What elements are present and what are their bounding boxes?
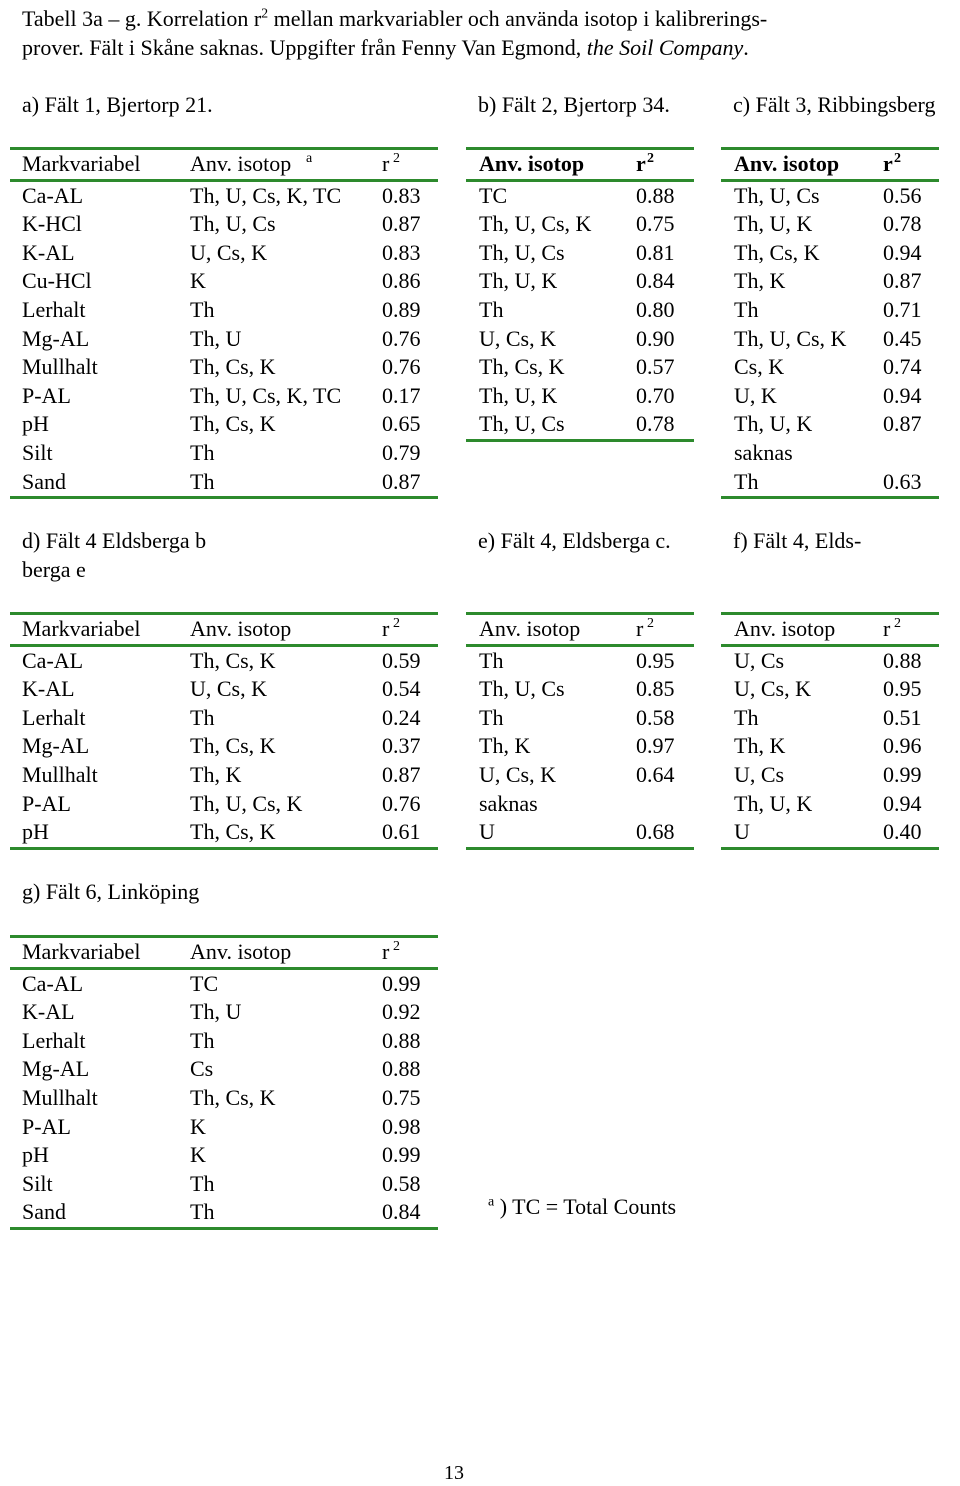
table-cell: P-AL (22, 382, 71, 408)
table-row (10, 468, 438, 497)
header-sup-r: 2 (647, 151, 654, 166)
table-cell: Cs (190, 1056, 214, 1082)
table-cell: 0.98 (382, 1113, 421, 1139)
table-cell: Mg-AL (22, 1056, 90, 1082)
table-row (721, 267, 939, 296)
table-cell: Ca-AL (22, 647, 84, 673)
table-row (10, 1113, 438, 1142)
table-cell: Th (190, 468, 215, 494)
header-cell: Anv. isotop (190, 939, 292, 964)
table-cell: 0.87 (382, 211, 421, 237)
table-cell: 0.68 (636, 819, 675, 845)
footnote (488, 1194, 676, 1220)
caption-line2-end: . (743, 35, 749, 60)
header-cell: r (382, 616, 390, 641)
table-cell: 0.76 (382, 354, 421, 380)
table-row (466, 382, 694, 411)
table-row (721, 382, 939, 411)
table-row (721, 675, 939, 704)
table-cell: TC (479, 182, 508, 208)
table-b-title: b) Fält 2, Bjertorp 34. (478, 92, 670, 117)
header-sup-isotop: a (306, 151, 313, 166)
table-cell: 0.99 (382, 970, 421, 996)
header-cell: Anv. isotop (190, 616, 292, 641)
table-row (10, 353, 438, 382)
table-cell: K (190, 1142, 206, 1168)
header-sup-r: 2 (894, 616, 901, 631)
header-sup-r: 2 (393, 151, 400, 166)
table-cell: Th (190, 296, 215, 322)
table-cell: Th, Cs, K (190, 647, 276, 673)
table-cell: Lerhalt (22, 296, 86, 322)
table-row (721, 704, 939, 733)
table-row (10, 647, 438, 676)
table-row (466, 182, 694, 211)
header-cell: Anv. isotop (734, 616, 836, 641)
table-cell: U (734, 819, 750, 845)
table-bottom-rule (10, 847, 438, 850)
table-cell: 0.94 (883, 382, 922, 408)
table-cell: 0.87 (382, 468, 421, 494)
table-row (721, 239, 939, 268)
table-row (466, 296, 694, 325)
table-cell: 0.95 (883, 676, 922, 702)
table-row (10, 1027, 438, 1056)
table-cell: saknas (479, 790, 538, 816)
table-cell: Th, U, K (479, 268, 558, 294)
table-cell: Th, U, K (734, 790, 813, 816)
table-cell: 0.79 (382, 439, 421, 465)
caption-italic: the Soil Company (586, 35, 744, 60)
table-cell: Th (479, 296, 504, 322)
table-row (10, 970, 438, 999)
table-cell: 0.88 (636, 182, 675, 208)
table-row (10, 325, 438, 354)
table-row (10, 1055, 438, 1084)
table-cell: Th (190, 1027, 215, 1053)
table-cell: Mullhalt (22, 761, 98, 787)
table-g (10, 935, 438, 1230)
table-d-title-2: berga e (22, 557, 86, 582)
table-row (466, 325, 694, 354)
table-row (466, 239, 694, 268)
header-cell: r (382, 939, 390, 964)
table-row (10, 1170, 438, 1199)
table-row (466, 732, 694, 761)
table-cell: 0.84 (636, 268, 675, 294)
table-cell: Th (734, 704, 759, 730)
table-cell: pH (22, 819, 49, 845)
table-cell: 0.57 (636, 354, 675, 380)
table-cell: Ca-AL (22, 970, 84, 996)
table-cell: Th, U, Cs, K (190, 790, 303, 816)
table-cell: Silt (22, 439, 53, 465)
header-cell: r (382, 151, 390, 176)
table-cell: 0.90 (636, 325, 675, 351)
table-cell: 0.83 (382, 182, 421, 208)
header-cell: r (883, 151, 893, 176)
page-number: 13 (444, 1462, 464, 1484)
table-cell: 0.89 (382, 296, 421, 322)
table-cell: 0.70 (636, 382, 675, 408)
table-cell: Mg-AL (22, 733, 90, 759)
table-cell: Th, U, K (479, 382, 558, 408)
table-d (10, 612, 438, 850)
table-cell: 0.64 (636, 761, 675, 787)
table-f-title: f) Fält 4, Elds- (733, 528, 862, 553)
table-cell: 0.58 (382, 1170, 421, 1196)
table-cell: 0.94 (883, 790, 922, 816)
table-cell: Th (190, 1170, 215, 1196)
table-cell: U (479, 819, 495, 845)
table-header-row (466, 615, 694, 644)
table-cell: 0.17 (382, 382, 421, 408)
table-cell: 0.95 (636, 647, 675, 673)
table-cell: pH (22, 1142, 49, 1168)
table-c (721, 147, 939, 499)
table-cell: Th, U, K (734, 211, 813, 237)
table-cell: Th, U, Cs (190, 211, 276, 237)
table-cell: Th, Cs, K (190, 411, 276, 437)
table-cell: 0.81 (636, 239, 675, 265)
table-cell: 0.24 (382, 704, 421, 730)
table-cell: 0.61 (382, 819, 421, 845)
caption-line1: Tabell 3a – g. Korrelation r (22, 6, 262, 31)
table-bottom-rule (721, 847, 939, 850)
table-row (721, 410, 939, 439)
header-sup-r: 2 (393, 616, 400, 631)
header-cell: Anv. isotop (479, 151, 585, 176)
table-row (10, 732, 438, 761)
table-row (721, 439, 939, 468)
table-e (466, 612, 694, 850)
caption-sup: 2 (261, 6, 269, 22)
table-header-row (10, 938, 438, 967)
table-cell: Th (734, 468, 759, 494)
header-cell: r (883, 616, 891, 641)
table-cell: 0.75 (382, 1084, 421, 1110)
table-row (466, 818, 694, 847)
table-bottom-rule (721, 496, 939, 499)
table-cell: 0.76 (382, 325, 421, 351)
table-cell: Cu-HCl (22, 268, 92, 294)
table-cell: Th, U, Cs, K (479, 211, 592, 237)
caption-line2: prover. Fält i Skåne saknas. Uppgifter från Fenny Van Egmond, (22, 35, 587, 60)
table-header-row (10, 150, 438, 179)
table-row (466, 761, 694, 790)
table-cell: Th, U, Cs (479, 411, 565, 437)
table-row (10, 267, 438, 296)
header-sup-r: 2 (393, 939, 400, 954)
table-row (10, 704, 438, 733)
table-cell: K (190, 1113, 206, 1139)
table-a-title: a) Fält 1, Bjertorp 21. (22, 92, 213, 117)
table-c-title: c) Fält 3, Ribbingsberg (733, 92, 936, 117)
table-cell: Th, U, Cs (734, 182, 820, 208)
table-cell: 0.78 (883, 211, 922, 237)
table-cell: Th (190, 704, 215, 730)
table-header-row (721, 150, 939, 179)
table-row (10, 410, 438, 439)
table-cell: 0.86 (382, 268, 421, 294)
table-cell: 0.40 (883, 819, 922, 845)
table-cell: K-AL (22, 239, 75, 265)
table-cell: K-AL (22, 999, 75, 1025)
table-cell: K (190, 268, 206, 294)
table-bottom-rule (10, 496, 438, 499)
table-cell: U, Cs (734, 761, 785, 787)
table-cell: 0.65 (382, 411, 421, 437)
table-cell: Mg-AL (22, 325, 90, 351)
table-d-title: d) Fält 4 Eldsberga b (22, 528, 207, 553)
header-cell: Markvariabel (22, 939, 141, 964)
table-cell: 0.88 (382, 1056, 421, 1082)
table-row (10, 382, 438, 411)
header-cell: r (636, 151, 646, 176)
table-cell: Th, Cs, K (190, 733, 276, 759)
table-cell: Sand (22, 468, 66, 494)
table-cell: Th, U, Cs, K (734, 325, 847, 351)
table-cell: Silt (22, 1170, 53, 1196)
table-row (721, 325, 939, 354)
table-row (10, 998, 438, 1027)
table-row (10, 790, 438, 819)
table-cell: Th, U (190, 999, 242, 1025)
table-cell: P-AL (22, 1113, 71, 1139)
table-cell: Th, U, Cs, K, TC (190, 382, 342, 408)
table-f (721, 612, 939, 850)
table-row (466, 267, 694, 296)
table-cell: K-AL (22, 676, 75, 702)
table-bottom-rule (466, 847, 694, 850)
table-cell: 0.56 (883, 182, 922, 208)
header-cell: Anv. isotop (479, 616, 581, 641)
table-cell: Cs, K (734, 354, 785, 380)
table-row (721, 182, 939, 211)
table-cell: 0.74 (883, 354, 922, 380)
table-row (10, 1198, 438, 1227)
table-cell: U, Cs, K (479, 761, 557, 787)
table-cell: Mullhalt (22, 354, 98, 380)
header-cell: r (636, 616, 644, 641)
table-cell: 0.51 (883, 704, 922, 730)
table-row (10, 675, 438, 704)
table-cell: Th, Cs, K (190, 1084, 276, 1110)
table-e-title: e) Fält 4, Eldsberga c. (478, 528, 671, 553)
table-cell: 0.84 (382, 1199, 421, 1225)
table-cell: Lerhalt (22, 704, 86, 730)
table-row (721, 210, 939, 239)
table-cell: 0.99 (382, 1142, 421, 1168)
table-row (10, 761, 438, 790)
table-cell: 0.94 (883, 239, 922, 265)
table-header-row (10, 615, 438, 644)
table-cell: 0.54 (382, 676, 421, 702)
header-sup-r: 2 (894, 151, 901, 166)
table-row (466, 647, 694, 676)
table-bottom-rule (466, 439, 694, 442)
table-bottom-rule (10, 1227, 438, 1230)
table-row (721, 732, 939, 761)
table-cell: Th, K (734, 268, 786, 294)
table-a (10, 147, 438, 499)
table-cell: U, Cs (734, 647, 785, 673)
table-cell: 0.87 (883, 411, 922, 437)
table-cell: K-HCl (22, 211, 82, 237)
table-cell: 0.97 (636, 733, 675, 759)
header-sup-r: 2 (647, 616, 654, 631)
table-g-title: g) Fält 6, Linköping (22, 879, 200, 904)
table-cell: Th (479, 704, 504, 730)
table-row (10, 1084, 438, 1113)
table-row (466, 675, 694, 704)
table-cell: 0.37 (382, 733, 421, 759)
table-cell: U, Cs, K (479, 325, 557, 351)
table-row (466, 790, 694, 819)
table-cell: Th, Cs, K (734, 239, 820, 265)
table-cell: 0.59 (382, 647, 421, 673)
table-row (721, 647, 939, 676)
table-cell: Th, U (190, 325, 242, 351)
table-cell: Lerhalt (22, 1027, 86, 1053)
table-cell: 0.76 (382, 790, 421, 816)
table-cell: saknas (734, 439, 793, 465)
table-row (466, 704, 694, 733)
table-header-row (466, 150, 694, 179)
table-cell: 0.87 (382, 761, 421, 787)
table-row (10, 239, 438, 268)
table-cell: 0.87 (883, 268, 922, 294)
table-cell: Th, Cs, K (190, 354, 276, 380)
table-row (721, 296, 939, 325)
caption-line1-rest: mellan markvariabler och använda isotop i kalibrerings- (268, 6, 768, 31)
table-header-row (721, 615, 939, 644)
table-row (721, 468, 939, 497)
table-cell: U, Cs, K (734, 676, 812, 702)
table-cell: 0.85 (636, 676, 675, 702)
table-row (721, 818, 939, 847)
table-row (466, 410, 694, 439)
table-cell: Th, Cs, K (190, 819, 276, 845)
table-row (466, 353, 694, 382)
table-cell: U, K (734, 382, 777, 408)
table-row (721, 353, 939, 382)
table-cell: Th, U, K (734, 411, 813, 437)
table-cell: 0.58 (636, 704, 675, 730)
table-row (10, 1141, 438, 1170)
table-cell: Th (479, 647, 504, 673)
footnote-sup: a (488, 1194, 495, 1210)
table-cell: Th (190, 1199, 215, 1225)
table-cell: 0.63 (883, 468, 922, 494)
table-row (466, 210, 694, 239)
header-cell: Markvariabel (22, 151, 141, 176)
table-cell: Th, U, Cs (479, 239, 565, 265)
table-cell: Th, U, Cs, K, TC (190, 182, 342, 208)
table-row (10, 210, 438, 239)
table-cell: P-AL (22, 790, 71, 816)
table-cell: 0.88 (382, 1027, 421, 1053)
footnote-text: ) TC = Total Counts (494, 1194, 677, 1219)
table-row (10, 818, 438, 847)
table-row (10, 439, 438, 468)
table-cell: Ca-AL (22, 182, 84, 208)
table-cell: U, Cs, K (190, 239, 268, 265)
table-row (10, 296, 438, 325)
table-cell: 0.92 (382, 999, 421, 1025)
table-cell: Th (190, 439, 215, 465)
table-row (721, 790, 939, 819)
table-cell: Th, K (734, 733, 786, 759)
table-cell: Th, K (190, 761, 242, 787)
table-cell: 0.99 (883, 761, 922, 787)
table-cell: TC (190, 970, 219, 996)
table-cell: 0.80 (636, 296, 675, 322)
table-cell: Mullhalt (22, 1084, 98, 1110)
table-cell: 0.45 (883, 325, 922, 351)
table-cell: 0.78 (636, 411, 675, 437)
table-cell: 0.88 (883, 647, 922, 673)
table-cell: Th, K (479, 733, 531, 759)
table-cell: Th, U, Cs (479, 676, 565, 702)
table-cell: 0.96 (883, 733, 922, 759)
header-cell: Anv. isotop (190, 151, 292, 176)
table-cell: 0.71 (883, 296, 922, 322)
table-row (721, 761, 939, 790)
table-cell: U, Cs, K (190, 676, 268, 702)
table-cell: 0.75 (636, 211, 675, 237)
header-cell: Anv. isotop (734, 151, 840, 176)
table-cell: Th (734, 296, 759, 322)
table-cell: 0.83 (382, 239, 421, 265)
table-cell: pH (22, 411, 49, 437)
table-row (10, 182, 438, 211)
table-cell: Sand (22, 1199, 66, 1225)
header-cell: Markvariabel (22, 616, 141, 641)
table-cell: Th, Cs, K (479, 354, 565, 380)
table-b (466, 147, 694, 442)
table-caption (22, 4, 767, 62)
